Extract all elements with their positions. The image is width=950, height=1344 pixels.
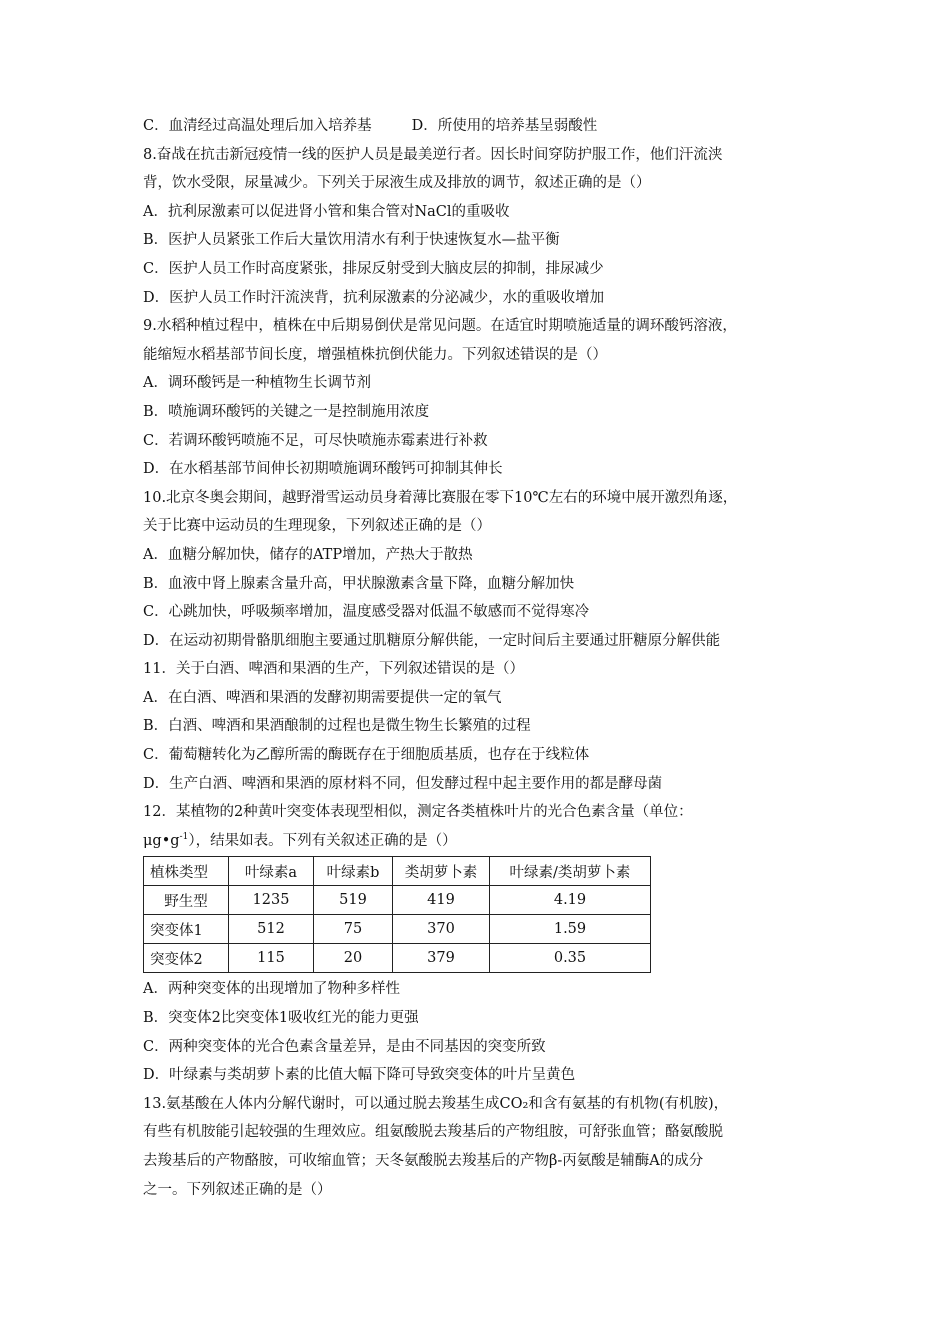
table-cell: 突变体1	[144, 915, 229, 944]
q10-option-a: A．血糖分解加快，储存的ATP增加，产热大于散热	[143, 546, 473, 563]
table-row	[144, 886, 651, 915]
q8-stem-line-1: 8.奋战在抗击新冠疫情一线的医护人员是最美逆行者。因长时间穿防护服工作，他们汗流浃	[143, 146, 723, 163]
q8-option-c: C．医护人员工作时高度紧张，排尿反射受到大脑皮层的抑制，排尿减少	[143, 260, 604, 277]
q11-option-c: C．葡萄糖转化为乙醇所需的酶既存在于细胞质基质，也存在于线粒体	[143, 747, 590, 764]
q13-stem-line-1: 13.氨基酸在人体内分解代谢时，可以通过脱去羧基生成CO₂和含有氨基的有机物(有机胺)，	[143, 1095, 729, 1112]
table-cell: 519	[314, 886, 393, 915]
table-cell: 370	[393, 915, 490, 944]
q9-option-a: A．调环酸钙是一种植物生长调节剂	[143, 375, 371, 392]
q9-stem-line-1: 9.水稻种植过程中，植株在中后期易倒伏是常见问题。在适宜时期喷施适量的调环酸钙溶液，	[143, 318, 737, 335]
table-header-cell: 类胡萝卜素	[393, 857, 490, 886]
table-cell: 1235	[229, 886, 314, 915]
q9-option-c: C．若调环酸钙喷施不足，可尽快喷施赤霉素进行补救	[143, 432, 488, 449]
q7-option-d: D．所使用的培养基呈弱酸性	[411, 118, 598, 134]
q12-stem-line-2	[143, 827, 823, 856]
table-header-cell: 植株类型	[144, 857, 229, 886]
table-cell: 0.35	[490, 944, 651, 973]
table-cell: 突变体2	[144, 944, 229, 973]
q13-stem-line-3: 去羧基后的产物酪胺，可收缩血管；天冬氨酸脱去羧基后的产物β-丙氨酸是辅酶A的成分	[143, 1153, 704, 1169]
table-header-cell: 叶绿素b	[314, 857, 393, 886]
q12-option-c: C．两种突变体的光合色素含量差异，是由不同基因的突变所致	[143, 1038, 546, 1055]
exam-page	[143, 112, 823, 1204]
q12-option-d: D．叶绿素与类胡萝卜素的比值大幅下降可导致突变体的叶片呈黄色	[143, 1067, 576, 1084]
table-cell: 419	[393, 886, 490, 915]
q11-option-d: D．生产白酒、啤酒和果酒的原材料不同，但发酵过程中起主要作用的都是酵母菌	[143, 775, 663, 792]
pigment-table	[143, 856, 651, 973]
q11-option-a: A．在白酒、啤酒和果酒的发酵初期需要提供一定的氧气	[143, 689, 502, 706]
q13-stem-line-2: 有些有机胺能引起较强的生理效应。组氨酸脱去羧基后的产物组胺，可舒张血管；酪氨酸脱	[143, 1124, 723, 1141]
q7-option-c: C．血清经过高温处理后加入培养基	[143, 118, 372, 134]
q10-stem-line-1: 10.北京冬奥会期间，越野滑雪运动员身着薄比赛服在零下10℃左右的环境中展开激烈角逐，	[143, 489, 738, 506]
q11-stem-line-1: 11．关于白酒、啤酒和果酒的生产，下列叙述错误的是（）	[143, 661, 524, 678]
table-cell: 379	[393, 944, 490, 973]
q12-stem-line-1: 12．某植物的2种黄叶突变体表现型相似，测定各类植株叶片的光合色素含量（单位：	[143, 804, 693, 821]
q8-option-d: D．医护人员工作时汗流浃背，抗利尿激素的分泌减少，水的重吸收增加	[143, 289, 605, 306]
q12-unit-exponent: -1	[179, 832, 189, 843]
q10-option-c: C．心跳加快，呼吸频率增加，温度感受器对低温不敏感而不觉得寒冷	[143, 604, 590, 621]
q11-option-b: B．白酒、啤酒和果酒酿制的过程也是微生物生长繁殖的过程	[143, 718, 531, 735]
q12-stem-tail: ），结果如表。下列有关叙述正确的是（）	[188, 832, 457, 849]
q8-option-a: A．抗利尿激素可以促进肾小管和集合管对NaCl的重吸收	[143, 203, 510, 220]
q10-option-b: B．血液中肾上腺素含量升高，甲状腺激素含量下降，血糖分解加快	[143, 575, 575, 592]
q12-option-b: B．突变体2比突变体1吸收红光的能力更强	[143, 1010, 419, 1027]
q12-option-a: A．两种突变体的出现增加了物种多样性	[143, 981, 400, 998]
table-cell: 512	[229, 915, 314, 944]
table-header-row	[144, 857, 651, 886]
table-cell: 4.19	[490, 886, 651, 915]
table-row	[144, 915, 651, 944]
q12-unit: μg•g	[143, 832, 180, 849]
q9-option-d: D．在水稻基部节间伸长初期喷施调环酸钙可抑制其伸长	[143, 461, 503, 478]
q10-stem-line-2: 关于比赛中运动员的生理现象，下列叙述正确的是（）	[143, 518, 491, 535]
table-cell: 75	[314, 915, 393, 944]
q13-stem-line-4: 之一。下列叙述正确的是（）	[143, 1181, 332, 1198]
table-header-cell: 叶绿素/类胡萝卜素	[490, 857, 651, 886]
table-cell: 1.59	[490, 915, 651, 944]
q7-options-row	[143, 112, 823, 141]
table-header-cell: 叶绿素a	[229, 857, 314, 886]
q9-stem-line-2: 能缩短水稻基部节间长度，增强植株抗倒伏能力。下列叙述错误的是（）	[143, 346, 607, 363]
table-cell: 野生型	[144, 886, 229, 915]
table-cell: 20	[314, 944, 393, 973]
table-row	[144, 944, 651, 973]
q8-option-b: B．医护人员紧张工作后大量饮用清水有利于快速恢复水—盐平衡	[143, 232, 560, 249]
q10-option-d: D．在运动初期骨骼肌细胞主要通过肌糖原分解供能，一定时间后主要通过肝糖原分解供能	[143, 632, 721, 649]
q8-stem-line-2: 背，饮水受限，尿量减少。下列关于尿液生成及排放的调节，叙述正确的是（）	[143, 175, 651, 192]
table-cell: 115	[229, 944, 314, 973]
q9-option-b: B．喷施调环酸钙的关键之一是控制施用浓度	[143, 403, 430, 420]
